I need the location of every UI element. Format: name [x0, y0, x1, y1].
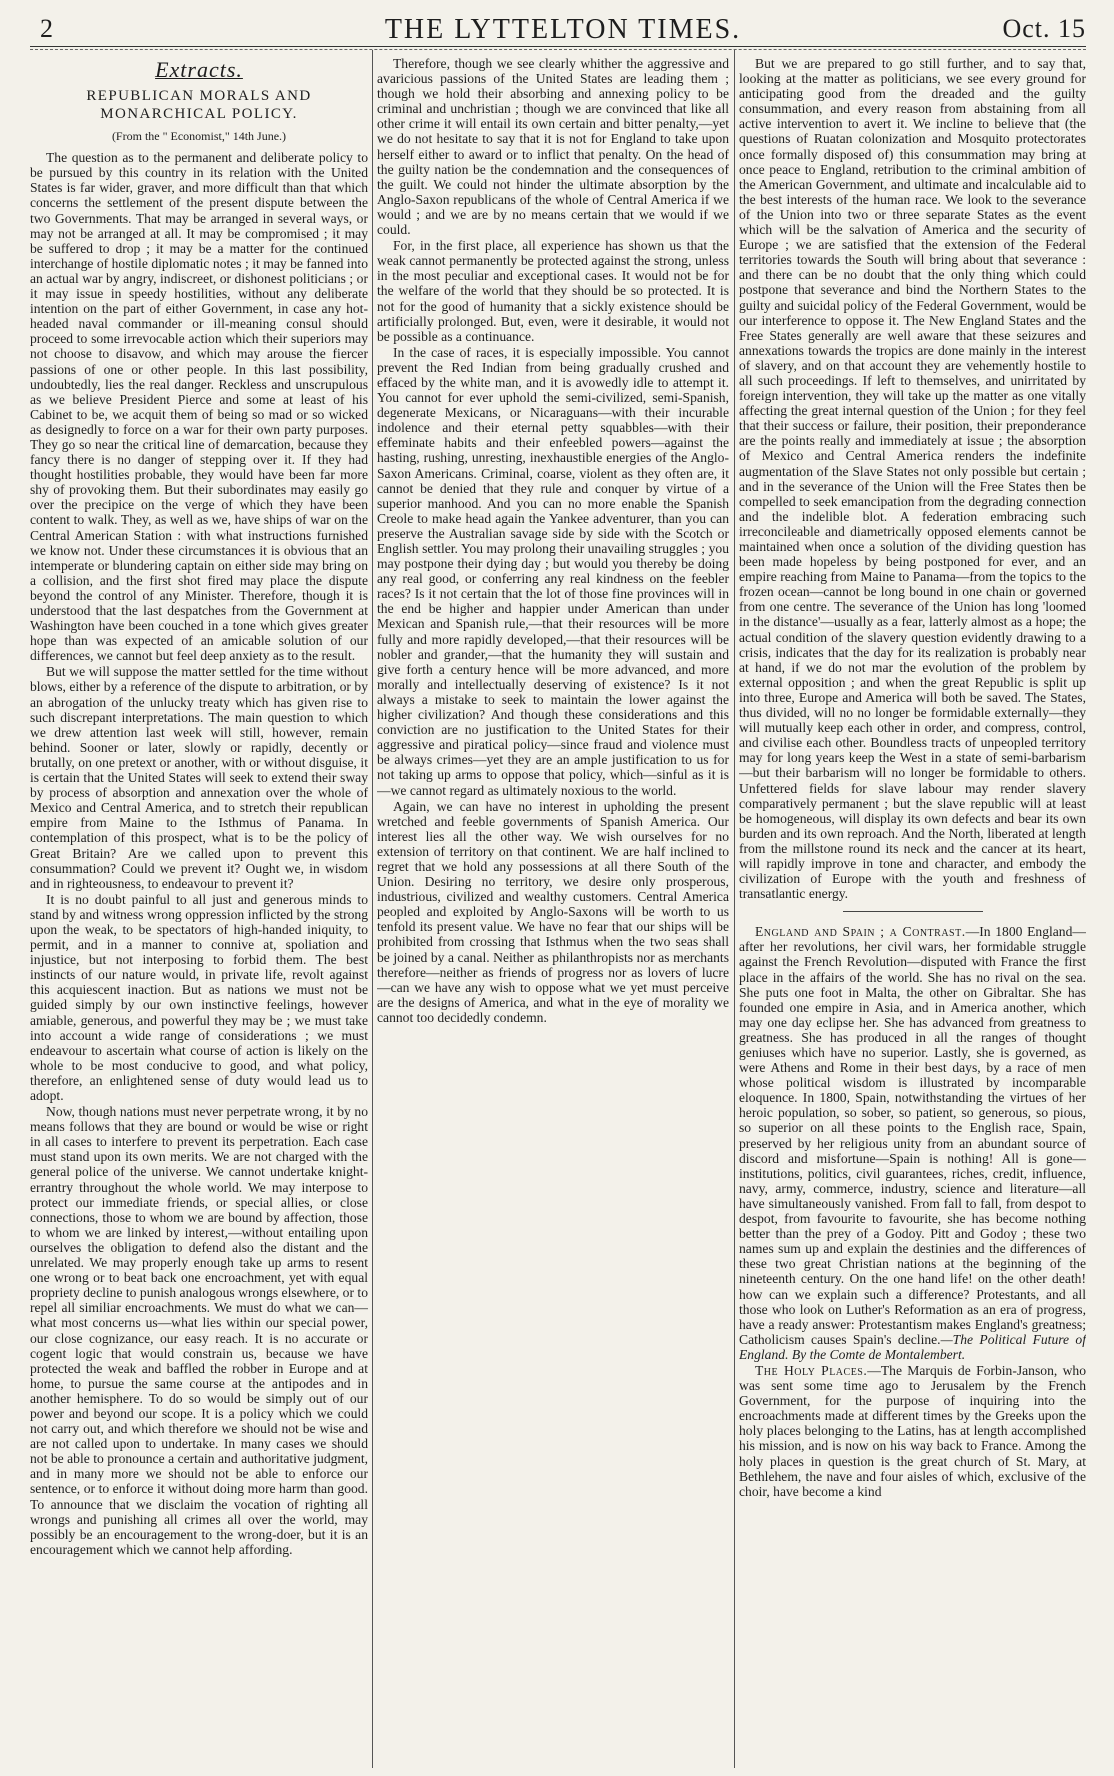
article-body: —In 1800 England—after her revolutions, her civil wars, her formidable struggle against the French Revolution—disputed with France the first place in the affairs of the world. She has no rival on the sea. She puts one foot in Malta, the other on Gibraltar. She has founded one empire in Asia, and in America another, which may one day eclipse her. She has advanced from greatness to greatness. She has produced in all the ranges of thought geniuses which have no superior. Lastly, she is governed, as were Athens and Rome in their best days, by a race of men whose political wisdom is illustrated by incomparable eloquence. In 1800, Spain, notwithstanding the virtues of her heroic population, so sober, so patient, so generous, so pious, so superior on all these points to the English race, Spain, preserved by her religious unity from an abundant source of discord and misfortune—Spain is nothing! All is gone—institutions, politics, civil guarantees, riches, credit, influence, navy, army, commerce, industry, science and literature—all have simultaneously vanished. From fall to fall, from despot to despot, from favourite to favourite, she has become nothing better than the prey of a Godoy. Pitt and Godoy ; these two names sum up and explain the destinies and the differences of these two great Christian nations at the beginning of the nineteenth century. On the one hand life! on the other death! how can we explain such a difference? Protestants, and all those who look on Luther's Reformation as an era of progress, have a ready answer: Protestantism makes England's greatness; Catholicism causes Spain's decline. — [739, 924, 1086, 1347]
article-lead: The Holy Places. — [755, 1362, 868, 1378]
newspaper-title: THE LYTTELTON TIMES. — [384, 14, 742, 45]
article-england-spain — [739, 924, 1086, 1362]
article-title: REPUBLICAN MORALS AND MONARCHICAL POLICY. — [86, 88, 312, 123]
section-heading: Extracts. — [155, 57, 243, 82]
column-3 — [739, 56, 1086, 1766]
column-1 — [30, 56, 368, 1766]
article-paragraph: But we are prepared to go still further, and to say that, looking at the matter as politicians, we see every ground for anticipating good from the dreaded and the guilty consummation, and every reason from abstaining from all active intervention to avert it. We incline to believe that (the questions of Ruatan colonization and Mosquito protectorates once formally disposed of) this consummation may bring at once peace to England, retribution to the criminal ambition of the American Government, and ultimate and incalculable aid to the best interests of the human race. We look to the severance of the Union into two or three separate States as the event which will be the salvation of America and the security of Europe ; we are satisfied that the extension of the Federal territories towards the South will bring about that severance : and there can be no doubt that the only thing which could postpone that severance and bind the Northern States to the guilty and suicidal policy of the Federal Government, would be our interference to oppose it. The New England States and the Free States generally are well aware that these seizures and annexations towards the tropics are done mainly in the interest of slavery, and on that account they are vehemently hostile to all such proceedings. If left to themselves, and unirritated by foreign intervention, they will take up the matter as one vitally affecting the great internal question of the Union ; for they feel that their success or failure, their position, their preponderance are the points really and immediately at issue ; the absorption of Mexico and Central America renders the indefinite augmentation of the Slave States not only possible but certain ; and in the severance of the Union will the Free States then be compelled to seek emancipation from the degrading connection and the indelible blot. A federation embracing such irreconcileable and diametrically opposed elements cannot be maintained when once a solution of the dividing question has been made hopeless by being postponed for ever, and an empire reaching from Maine to Panama—from the topics to the frozen ocean—cannot be long bound in one chain or governed from one centre. The severance of the Union has long 'loomed in the distance'—usually as a fear, latterly almost as a hope; the actual condition of the slavery question evidently drawing to a crisis, indicates that the day for its realization is probably near at hand, if we do not mar the evolution of the problem by external opposition ; and when the great Republic is split up into three, Europe and America will both be saved. The States, thus divided, will no no longer be formidable externally—they will mutually keep each other in order, and compress, control, and civilise each other. Boundless tracts of unpeopled territory may for long years keep the West in a state of semi-barbarism—but their barbarism will no longer be formidable to others. Unfettered fields for slave labour may render slavery comparatively permanent ; but the slave republic will at least be homogeneous, will display its own defects and bear its own burden and its own reproach. And the North, liberated at length from the millstone round its neck and the cancer at its heart, will rapidly improve in tone and character, and embody the civilization of Europe with the youth and freshness of transatlantic energy. — [739, 56, 1086, 902]
column-divider-2 — [734, 50, 735, 1768]
article-paragraph: The question as to the permanent and deliberate policy to be pursued by this country in its relation with the United States is far wider, graver, and more difficult than that which concerns the settlement of the present dispute between the two Governments. That may be arranged in several ways, or may not be arranged at all. It may be compromised ; it may be suffered to drop ; it may be a matter for the continued interchange of hostile diplomatic notes ; it may be fanned into an actual war by angry, indiscreet, or dishonest politicians ; or it may issue in speedy hostilities, without any deliberate intention on the part of either Government, in case any hot-headed naval commander or ill-meaning consul should proceed to some irrevocable action which their superiors may not choose to disavow, and which may arouse the fiercer passions of one or other people. In this last possibility, undoubtedly, lies the real danger. Reckless and unscrupulous as we believe President Pierce and some at least of his Cabinet to be, we acquit them of being so mad or so wicked as designedly to force on a war for their own party purposes. They go so near the critical line of demarcation, because they fancy there is no danger of stepping over it. If they had thought hostilities probable, they would have been far more shy of provoking them. But their subordinates may easily go over the precipice on the verge of which they have been content to walk. They, as well as we, have ships of war on the Central American Station : with what instructions furnished we know not. Under these circumstances it is obvious that an intemperate or blundering captain on either side may bring on a collision, and the first shot fired may place the dispute beyond the control of any Minister. Therefore, though it is understood that the last despatches from the Government at Washington have been couched in a tone which gives greater hope than was expected of an amicable solution of our differences, we cannot but feel deep anxiety as to the result. — [30, 150, 368, 664]
article-paragraph: For, in the first place, all experience has shown us that the weak cannot permanently be protected against the strong, unless in the most peculiar and exceptional cases. It would not be for the welfare of the world that they should be so protected. It is not for the good of humanity that a sickly existence should be artificially prolonged. But, even, were it desirable, it would not be possible as a continuance. — [377, 238, 729, 344]
article-body: —The Marquis de Forbin-Janson, who was sent some time ago to Jerusalem by the French Government, for the purpose of inquiring into the encroachments made at different times by the Greeks upon the holy places belonging to the Latins, has at length accomplished his mission, and is now on his way back to France. Among the holy places in question is the great church of St. Mary, at Bethlehem, the nave and four aisles of which, exclusive of the choir, have become a kind — [739, 1362, 1086, 1499]
article-attribution: —The Political Future of England. By the Comte de Montalembert. — [739, 1331, 1086, 1362]
article-lead: England and Spain ; a Contrast. — [755, 924, 966, 940]
masthead-rule — [30, 46, 1086, 47]
article-paragraph: But we will suppose the matter settled for the time without blows, either by a reference of the dispute to arbitration, or by an abrogation of the unlucky treaty which has given rise to such discrepant interpretations. The main question to which we drew attention last week will still, however, remain behind. Sooner or later, slowly or rapidly, decently or brutally, on one pretext or another, with or without disguise, it is certain that the United States will seek to extend their sway by process of absorption and annexation over the whole of Mexico and Central America, and to stretch their republican empire from Maine to the Isthmus of Panama. In contemplation of this prospect, what is to be the policy of Great Britain? Are we called upon to prevent this consummation? Could we prevent it? Ought we, in wisdom and in righteousness, to endeavour to prevent it? — [30, 664, 368, 891]
article-holy-places — [739, 1363, 1086, 1499]
article-separator — [843, 911, 983, 912]
column-divider-1 — [372, 50, 373, 1768]
issue-date: Oct. 15 — [1002, 14, 1086, 43]
page-number: 2 — [40, 14, 53, 43]
article-source: (From the " Economist," 14th June.) — [111, 129, 287, 144]
article-paragraph: In the case of races, it is especially impossible. You cannot prevent the Red Indian from being gradually crushed and effaced by the white man, and it is avowedly idle to attempt it. You cannot for ever uphold the semi-civilized, semi-Spanish, degenerate Mexicans, or Nicaraguans—with their incurable indolence and their eternal petty squabbles—with their effeminate habits and their enfeebled powers—against the hasting, rushing, unresting, inexhaustible energies of the Anglo-Saxon Americans. Criminal, coarse, violent as they often are, it cannot be denied that they rule and conquer by virtue of a superior manhood. And you can no more enable the Spanish Creole to make head again the Yankee adventurer, than you can preserve the Australian savage side by side with the Scotch or English settler. You may prolong their unavailing struggles ; you may postpone their dying day ; but would you thereby be doing any real good, or conferring any real kindness on the feebler races? Is it not certain that the lot of those fine provinces will in the end be higher and happier under American than under Mexican and Spanish rule,—that their resources will be more fully and more rapidly developed,—that their resources will be nobler and grander,—that the humanity they will sustain and give forth a century hence will be more advanced, and more morally and intellectually deserving of existence? Is it not always a mistake to seek to maintain the lower against the higher civilization? And though these considerations and this conviction are no justification to the United States for their aggressive and piratical policy—since fraud and violence must be always crimes—yet they are an ample justification to us for not taking up arms to oppose that policy, which—sinful as it is—we cannot regard as ultimately noxious to the world. — [377, 344, 729, 798]
article-paragraph: Again, we can have no interest in upholding the present wretched and feeble governments of Spanish America. Our interest lies all the other way. We wish ourselves for no extension of territory on that continent. We are half inclined to regret that we hold any possessions at all there South of the Union. Desiring no territory, we desire only prosperous, industrious, civilized and wealthy customers. Central America peopled and exploited by Anglo-Saxons will be worth to us tenfold its present value. We have no fear that our ships will be prohibited from crossing that Isthmus when the two seas shall be joined by a canal. Neither as philanthropists nor as merchants therefore—neither as friends of progress nor as lovers of lucre—can we have any wish to oppose what we yet must perceive are the designs of America, and what in the eye of morality we cannot too decidedly condemn. — [377, 798, 729, 1025]
article-paragraph: Therefore, though we see clearly whither the aggressive and avaricious passions of the United States are leading them ; though we hold their absorbing and annexing policy to be criminal and unchristian ; though we are convinced that like all other crime it will entail its own certain and bitter penalty,—yet we do not hesitate to say that it is not for England to take upon herself either to award or to inflict that penalty. On the head of the guilty nation be the condemnation and the consequences of the guilt. We could not hinder the ultimate absorption by the Anglo-Saxon republicans of the whole of Central America if we would ; and we are by no means certain that we would if we could. — [377, 56, 729, 238]
masthead-rule-dashed — [30, 49, 1086, 50]
masthead — [40, 14, 1086, 50]
article-paragraph: It is no doubt painful to all just and generous minds to stand by and witness wrong oppression inflicted by the strong upon the weak, to be spectators of high-handed iniquity, to permit, and in a manner to connive at, spoliation and injustice, but not interposing to forbid them. The best instincts of our nature would, in private life, revolt against this acquiescent inaction. But as nations we must not be guided simply by our own instinctive feelings, however amiable, generous, and powerful they may be ; we must take into account a wide range of considerations ; we must endeavour to ascertain what course of action is likely on the whole to be most conducive to good, and what policy, therefore, an enlightened sense of duty would lead us to adopt. — [30, 891, 368, 1103]
article-paragraph-continued: Now, though nations must never perpetrate wrong, it by no means follows that they are bound or would be wise or right in all cases to interfere to prevent its perpetration. Each case must stand upon its own merits. We are not charged with the general police of the universe. We cannot undertake knight-errantry throughout the whole world. We may interpose to protect our immediate friends, or special allies, or close connections, those to whom we are bound by affection, those to whom we are linked by interest,—without entailing upon ourselves the obligation to defend also the distant and the unrelated. We may properly enough take up arms to resent one wrong or to beat back one encroachment, yet with equal propriety decline to punish analogous wrongs elsewhere, or to repel all similiar encroachments. We must do what we can—what most concerns us—what lies within our special power, our close cognizance, our easy reach. It is no accurate or cogent logic that would constrain us, because we have protected the weak and baffled the robber in Europe and at home, to pursue the same course at the antipodes and in another hemisphere. To do so would be simply out of our power and beyond our scope. It is a policy which we could not carry out, and which therefore we should not be wise and are not called upon to undertake. In many cases we should not be able to pronounce a certain and authoritative judgment, and in many more we should not be able to enforce our sentence, or to enforce it without doing more harm than good. To announce that we disclaim the vocation of righting all wrongs and punishing all crimes all over the world, may possibly be an encouragement to the wrong-doer, but it is an encouragement which we cannot help affording. — [30, 1104, 368, 1557]
column-2 — [377, 56, 729, 1766]
